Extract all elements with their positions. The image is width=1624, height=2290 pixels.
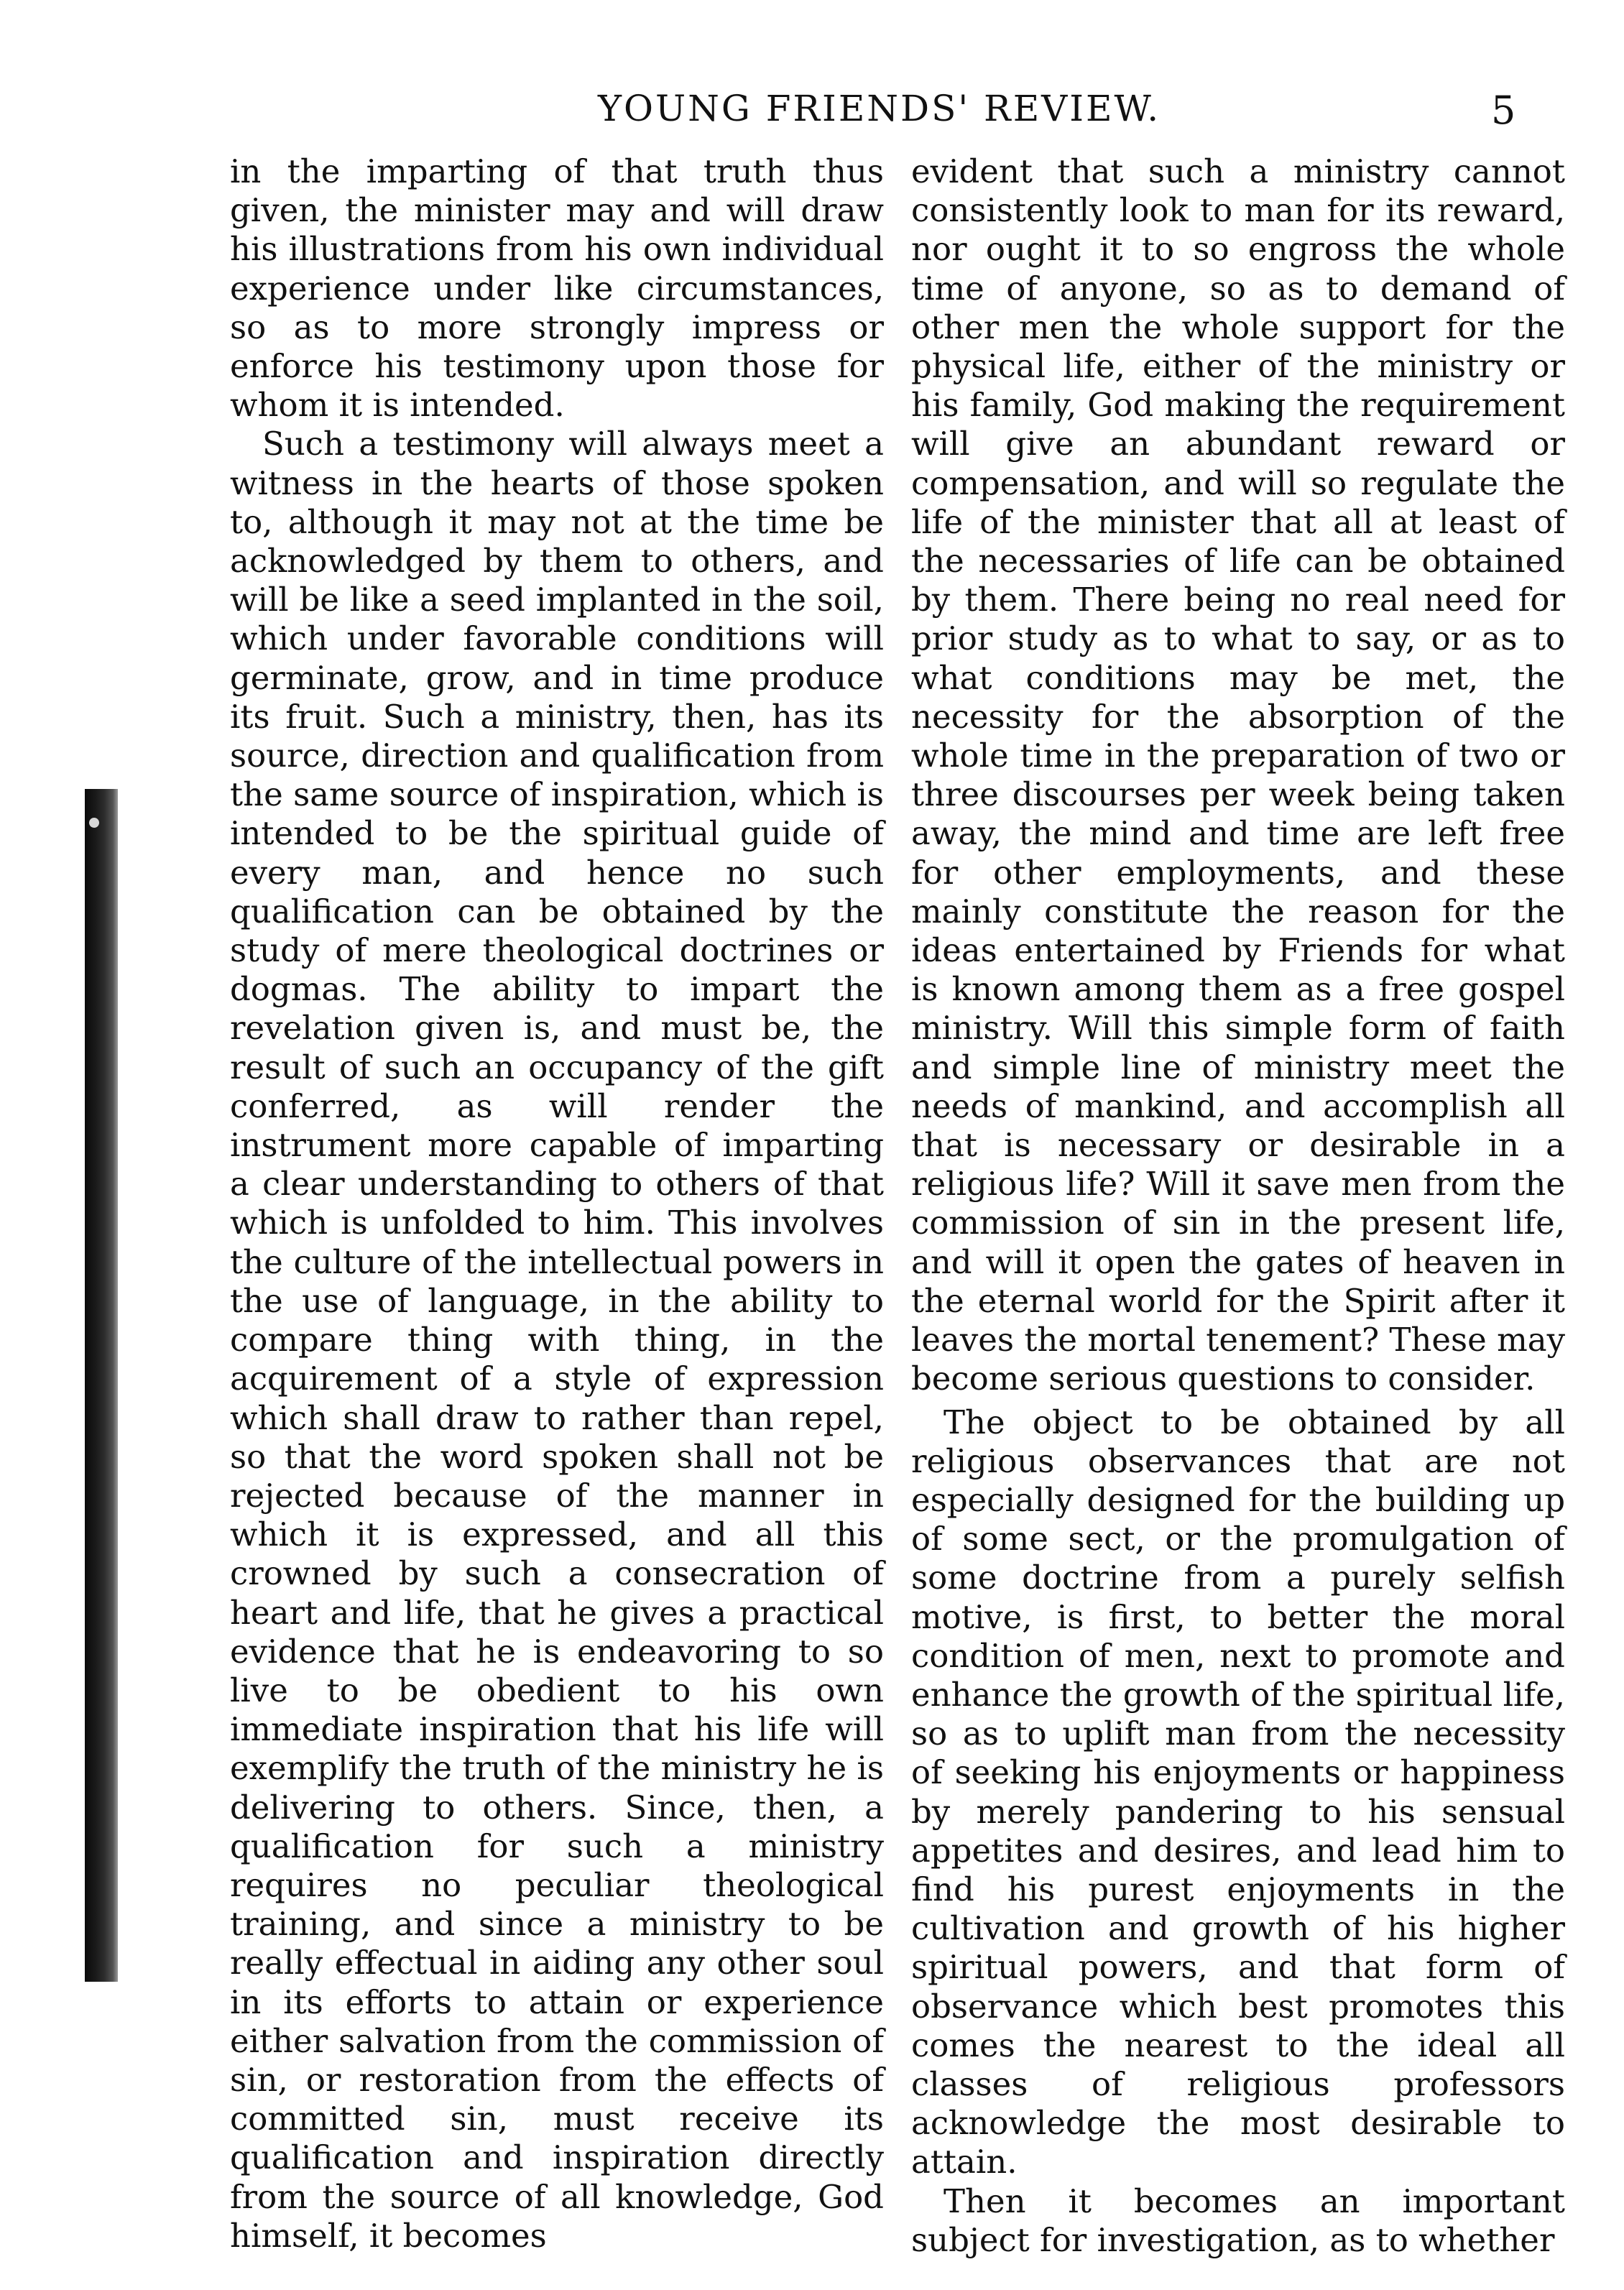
running-header <box>0 88 1624 138</box>
paragraph: Then it becomes an important subject for investigation, as to whether <box>911 2181 1565 2259</box>
text-column-right <box>911 152 1565 2260</box>
paragraph: evident that such a ministry cannot consistently look to man for its reward, nor ought it to so engross the whole time of anyone, so as to demand of other men the whole support for the physical life, either of the ministry or his family, God making the requirement will give an abundant reward or compensation, and will so regulate the life of the minister that all at least of the necessaries of life can be obtained by them. There being no real need for prior study as to what to say, or as to what conditions may be met, the necessity for the absorption of the whole time in the preparation of two or three discourses per week being taken away, the mind and time are left free for other employments, and these mainly constitute the reason for the ideas entertained by Friends for what is known among them as a free gospel ministry. Will this simple form of faith and simple line of ministry meet the needs of mankind, and accomplish all that is necessary or desirable in a religious life? Will it save men from the commission of sin in the present life, and will it open the gates of heaven in the eternal world for the Spirit after it leaves the mortal tenement? These may become serious questions to consider. <box>911 152 1565 1398</box>
paragraph: The object to be obtained by all religious observances that are not especially designed for the building up of some sect, or the promulgation of some doctrine from a purely selfish motive, is first, to better the moral condition of men, next to promote and enhance the growth of the spiritual life, so as to uplift man from the necessity of seeking his enjoyments or happiness by merely pandering to his sensual appetites and desires, and lead him to find his purest enjoyments in the cultivation and growth of his higher spiritual powers, and that form of observance which best promotes this comes the nearest to the ideal all classes of religious professors acknowledge the most desirable to attain. <box>911 1403 1565 2181</box>
paragraph: Such a testimony will always meet a witness in the hearts of those spoken to, although it may not at the time be acknowledged by them to others, and will be like a seed implanted in the soil, which under favorable conditions will germinate, grow, and in time produce its fruit. Such a ministry, then, has its source, direction and qualification from the same source of inspiration, which is intended to be the spiritual guide of every man, and hence no such qualification can be obtained by the study of mere theological doctrines or dogmas. The ability to impart the revelation given is, and must be, the result of such an occupancy of the gift conferred, as will render the instrument more capable of imparting a clear understanding to others of that which is unfolded to him. This involves the culture of the intellectual powers in the use of language, in the ability to compare thing with thing, in the acquirement of a style of expression which shall draw to rather than repel, so that the word spoken shall not be rejected because of the manner in which it is expressed, and all this crowned by such a consecration of heart and life, that he gives a practical evidence that he is endeavoring to so live to be obedient to his own immediate inspiration that his life will exemplify the truth of the ministry he is delivering to others. Since, then, a qualification for such a ministry requires no peculiar theological training, and since a ministry to be really effectual in aiding any other soul in its efforts to attain or experience either salvation from the commission of sin, or restoration from the effects of committed sin, must receive its qualification and inspiration directly from the source of all knowledge, God himself, it becomes <box>230 425 884 2255</box>
text-column-left <box>230 152 884 2256</box>
binding-hole-mark <box>89 818 99 828</box>
binding-edge-strip <box>85 789 118 1982</box>
journal-title: YOUNG FRIENDS' REVIEW. <box>598 88 1161 129</box>
page-number: 5 <box>1491 88 1516 133</box>
paragraph: in the imparting of that truth thus given, the minister may and will draw his illustrations from his own individual experience under like circumstances, so as to more strongly impress or enforce his testimony upon those for whom it is intended. <box>230 152 884 425</box>
